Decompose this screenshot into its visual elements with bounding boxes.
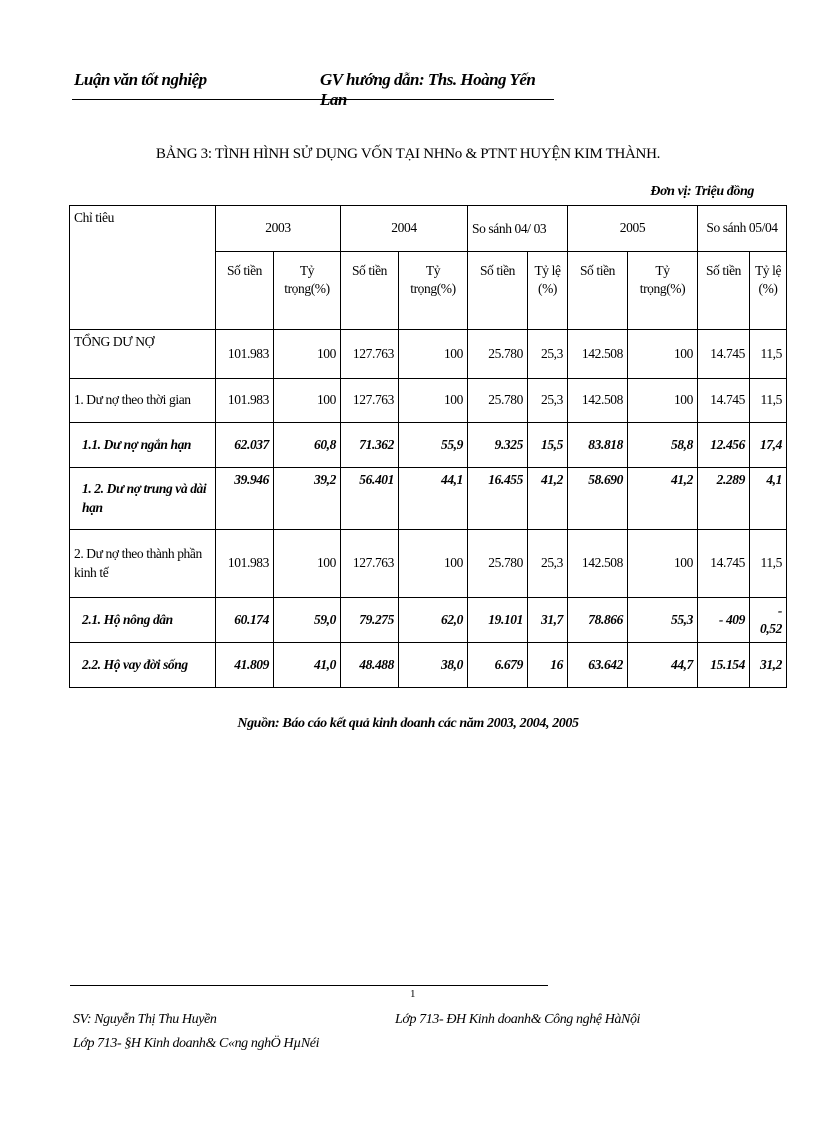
cell: 100 [399, 530, 468, 598]
cell: 100 [274, 330, 341, 379]
sub-ty-trong: Tỷ trọng(%) [399, 252, 468, 330]
cell: 31,7 [528, 598, 568, 643]
sub-ty-trong: Tỷ trọng(%) [628, 252, 698, 330]
header-2005: 2005 [568, 206, 698, 252]
footer-class-right: Lớp 713- ĐH Kinh doanh& Công nghệ HàNội [395, 1012, 641, 1027]
sub-so-tien: Số tiền [698, 252, 750, 330]
sub-so-tien: Số tiền [568, 252, 628, 330]
cell: 14.745 [698, 330, 750, 379]
footer-rule [70, 985, 548, 986]
cell: 31,2 [750, 643, 787, 688]
cell: 127.763 [341, 379, 399, 423]
cell: 12.456 [698, 423, 750, 468]
cell: 71.362 [341, 423, 399, 468]
unit-label: Đơn vị: Triệu đồng [650, 184, 754, 199]
table-row [70, 468, 787, 530]
cell: 16.455 [468, 468, 528, 530]
cell: 62.037 [216, 423, 274, 468]
cell: 100 [628, 330, 698, 379]
sub-ty-le: Tỷ lệ (%) [528, 252, 568, 330]
cell: 127.763 [341, 530, 399, 598]
cell: 100 [274, 530, 341, 598]
cell: 142.508 [568, 330, 628, 379]
cell: 55,9 [399, 423, 468, 468]
capital-usage-table [69, 205, 787, 688]
cell: 41,2 [628, 468, 698, 530]
cell: 11,5 [750, 330, 787, 379]
header-row-groups [70, 206, 787, 252]
cell: 2.289 [698, 468, 750, 530]
table-row [70, 379, 787, 423]
cell: 55,3 [628, 598, 698, 643]
table-row [70, 530, 787, 598]
footer-student: SV: Nguyễn Thị Thu Huyền [73, 1012, 217, 1027]
sub-so-tien: Số tiền [341, 252, 399, 330]
cell: 15,5 [528, 423, 568, 468]
cell: 100 [274, 379, 341, 423]
cell: 41,0 [274, 643, 341, 688]
table-row [70, 423, 787, 468]
header-chi-tieu: Chỉ tiêu [70, 206, 216, 330]
cell: 16 [528, 643, 568, 688]
cell: 11,5 [750, 379, 787, 423]
sub-so-tien: Số tiền [468, 252, 528, 330]
row-label: 1.1. Dư nợ ngắn hạn [70, 423, 216, 468]
cell: 14.745 [698, 379, 750, 423]
cell: - 0,52 [750, 598, 787, 643]
table-title: BẢNG 3: TÌNH HÌNH SỬ DỤNG VỐN TẠI NHNo & PTNT HUYỆN KIM THÀNH. [155, 146, 661, 162]
cell: 41.809 [216, 643, 274, 688]
table-row [70, 598, 787, 643]
cell: 14.745 [698, 530, 750, 598]
cell: 25,3 [528, 379, 568, 423]
footer-class-left: Lớp 713- §H Kinh doanh& C«ng nghÖ HµNéi [73, 1036, 320, 1051]
row-label: TỔNG DƯ NỢ [70, 330, 216, 379]
sub-ty-trong: Tỷ trọng(%) [274, 252, 341, 330]
cell: 48.488 [341, 643, 399, 688]
cell: 78.866 [568, 598, 628, 643]
row-label: 2. Dư nợ theo thành phần kinh tế [70, 530, 216, 598]
cell: 142.508 [568, 530, 628, 598]
table-row [70, 330, 787, 379]
cell: 19.101 [468, 598, 528, 643]
cell: 56.401 [341, 468, 399, 530]
cell: - 409 [698, 598, 750, 643]
sub-so-tien: Số tiền [216, 252, 274, 330]
cell: 25.780 [468, 530, 528, 598]
table-row [70, 643, 787, 688]
cell: 60,8 [274, 423, 341, 468]
cell: 15.154 [698, 643, 750, 688]
header-so-sanh-04-03: So sánh 04/ 03 [468, 206, 568, 252]
row-label: 1. Dư nợ theo thời gian [70, 379, 216, 423]
cell: 17,4 [750, 423, 787, 468]
sub-ty-le: Tỷ lệ (%) [750, 252, 787, 330]
cell: 83.818 [568, 423, 628, 468]
cell: 101.983 [216, 330, 274, 379]
row-label: 2.1. Hộ nông dân [70, 598, 216, 643]
row-label: 1. 2. Dư nợ trung và dài hạn [70, 468, 216, 530]
cell: 4,1 [750, 468, 787, 530]
cell: 6.679 [468, 643, 528, 688]
source-note: Nguồn: Báo cáo kết quả kinh doanh các năm 2003, 2004, 2005 [237, 716, 579, 731]
cell: 79.275 [341, 598, 399, 643]
header-2004: 2004 [341, 206, 468, 252]
cell: 39,2 [274, 468, 341, 530]
cell: 25,3 [528, 530, 568, 598]
cell: 25,3 [528, 330, 568, 379]
header-advisor: GV hướng dẫn: Ths. Hoàng Yến Lan [320, 70, 536, 109]
cell: 58.690 [568, 468, 628, 530]
cell: 59,0 [274, 598, 341, 643]
cell: 100 [399, 379, 468, 423]
cell: 58,8 [628, 423, 698, 468]
page-header [74, 70, 554, 109]
cell: 25.780 [468, 379, 528, 423]
cell: 100 [628, 530, 698, 598]
cell: 25.780 [468, 330, 528, 379]
header-so-sanh-05-04: So sánh 05/04 [698, 206, 787, 252]
cell: 44,7 [628, 643, 698, 688]
cell: 9.325 [468, 423, 528, 468]
cell: 100 [628, 379, 698, 423]
cell: 100 [399, 330, 468, 379]
header-thesis-title: Luận văn tốt nghiệp [74, 70, 207, 89]
cell: 41,2 [528, 468, 568, 530]
cell: 63.642 [568, 643, 628, 688]
page-number: 1 [410, 988, 416, 1000]
cell: 44,1 [399, 468, 468, 530]
cell: 38,0 [399, 643, 468, 688]
cell: 127.763 [341, 330, 399, 379]
row-label: 2.2. Hộ vay đời sống [70, 643, 216, 688]
header-2003: 2003 [216, 206, 341, 252]
cell: 142.508 [568, 379, 628, 423]
header-rule [72, 99, 554, 100]
cell: 11,5 [750, 530, 787, 598]
cell: 101.983 [216, 530, 274, 598]
cell: 60.174 [216, 598, 274, 643]
cell: 39.946 [216, 468, 274, 530]
cell: 101.983 [216, 379, 274, 423]
cell: 62,0 [399, 598, 468, 643]
